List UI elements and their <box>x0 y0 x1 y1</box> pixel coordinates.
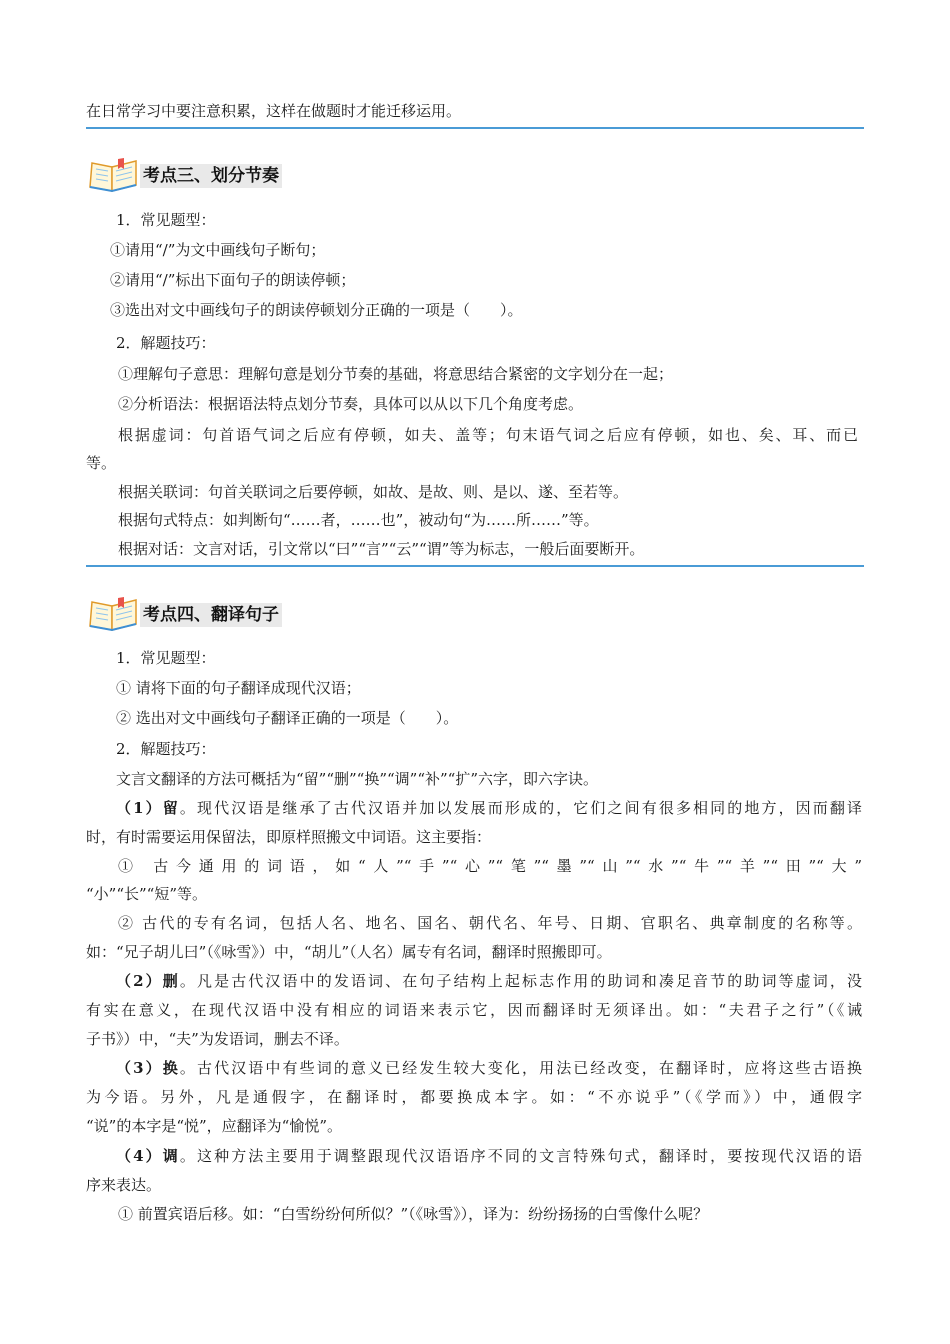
s3-tip-6: 根据对话：文言对话，引文常以“曰”“言”“云”“谓”等为标志，一般后面要断开。 <box>118 540 645 558</box>
s4-question-2: ② 选出对文中画线句子翻译正确的一项是（ ）。 <box>116 709 459 727</box>
s4-para1a-line1: ① 古今通用的词语，如“人”“手”“心”“笔”“墨”“山”“水”“牛”“羊”“田”“大” <box>118 857 862 875</box>
s3-tips-heading: 2．解题技巧： <box>116 334 216 352</box>
s4-para1-line1: （1）留。现代汉语是继承了古代汉语并加以发展而形成的，它们之间有很多相同的地方，因而翻译 <box>116 799 863 817</box>
section3-title: 考点三、划分节奏 <box>140 164 282 188</box>
s3-tip-2: ②分析语法：根据语法特点划分节奏，具体可以从以下几个角度考虑。 <box>118 395 584 413</box>
s3-tip-3-line2: 等。 <box>86 454 117 472</box>
s4-para4-line1: （4）调。这种方法主要用于调整跟现代汉语语序不同的文言特殊句式，翻译时，要按现代汉语的语 <box>116 1147 863 1165</box>
open-book-icon <box>88 157 142 197</box>
section4-title: 考点四、翻译句子 <box>140 603 282 627</box>
s4-para3-line3: “说”的本字是“悦”，应翻译为“愉悦”。 <box>86 1117 343 1135</box>
s4-para4a: ① 前置宾语后移。如：“白雪纷纷何所似？”（《咏雪》），译为：纷纷扬扬的白雪像什么呢？ <box>118 1205 709 1223</box>
keyword-huan: （3）换 <box>116 1059 180 1077</box>
s4-para2-line1: （2）删。凡是古代汉语中的发语词、在句子结构上起标志作用的助词和凑足音节的助词等虚词，没 <box>116 972 863 990</box>
keyword-liu: （1）留 <box>116 799 180 817</box>
s4-para3-line1: （3）换。古代汉语中有些词的意义已经发生较大变化，用法已经改变，在翻译时，应将这些古语换 <box>116 1059 863 1077</box>
s4-para2-line3: 子书》）中，“夫”为发语词，删去不译。 <box>86 1030 349 1048</box>
s3-question-heading: 1．常见题型： <box>116 211 216 229</box>
intro-text: 在日常学习中要注意积累，这样在做题时才能迁移运用。 <box>86 102 462 120</box>
s3-question-1: ①请用“/”为文中画线句子断句； <box>110 241 326 259</box>
s3-tip-4: 根据关联词：句首关联词之后要停顿，如故、是故、则、是以、遂、至若等。 <box>118 483 629 501</box>
s3-question-3: ③选出对文中画线句子的朗读停顿划分正确的一项是（ ）。 <box>110 301 523 319</box>
s4-para1b-line1: ② 古代的专有名词，包括人名、地名、国名、朝代名、年号、日期、官职名、典章制度的名称等。 <box>118 914 862 932</box>
s3-tip-3-line1: 根据虚词：句首语气词之后应有停顿，如夫、盖等；句末语气词之后应有停顿，如也、矣、耳、而已 <box>118 426 858 444</box>
s4-question-heading: 1．常见题型： <box>116 649 216 667</box>
s3-tip-1: ①理解句子意思：理解句意是划分节奏的基础，将意思结合紧密的文字划分在一起； <box>118 365 674 383</box>
keyword-tiao: （4）调 <box>116 1147 180 1165</box>
section-divider <box>86 565 864 567</box>
s4-para1b-line2: 如：“兄子胡儿曰”（《咏雪》）中，“胡儿”（人名）属专有名词，翻译时照搬即可。 <box>86 943 612 961</box>
s4-tips-heading: 2．解题技巧： <box>116 740 216 758</box>
section-divider <box>86 127 864 129</box>
s3-tip-5: 根据句式特点：如判断句“……者，……也”，被动句“为……所……”等。 <box>118 511 599 529</box>
s4-method: 文言文翻译的方法可概括为“留”“删”“换”“调”“补”“扩”六字，即六字诀。 <box>116 770 599 788</box>
s4-question-1: ① 请将下面的句子翻译成现代汉语； <box>116 679 361 697</box>
s4-para1-line2: 时，有时需要运用保留法，即原样照搬文中词语。这主要指： <box>86 828 492 846</box>
s4-para2-line2: 有实在意义，在现代汉语中没有相应的词语来表示它，因而翻译时无须译出。如：“夫君子之行”（《诫 <box>86 1001 862 1019</box>
s4-para4-line2: 序来表达。 <box>86 1176 162 1194</box>
s3-question-2: ②请用“/”标出下面句子的朗读停顿； <box>110 271 356 289</box>
keyword-shan: （2）删 <box>116 972 180 990</box>
s4-para1a-line2: “小”“长”“短”等。 <box>86 885 208 903</box>
s4-para3-line2: 为今语。另外，凡是通假字，在翻译时，都要换成本字。如：“不亦说乎”（《学而》）中，通假字 <box>86 1088 862 1106</box>
open-book-icon <box>88 596 142 636</box>
